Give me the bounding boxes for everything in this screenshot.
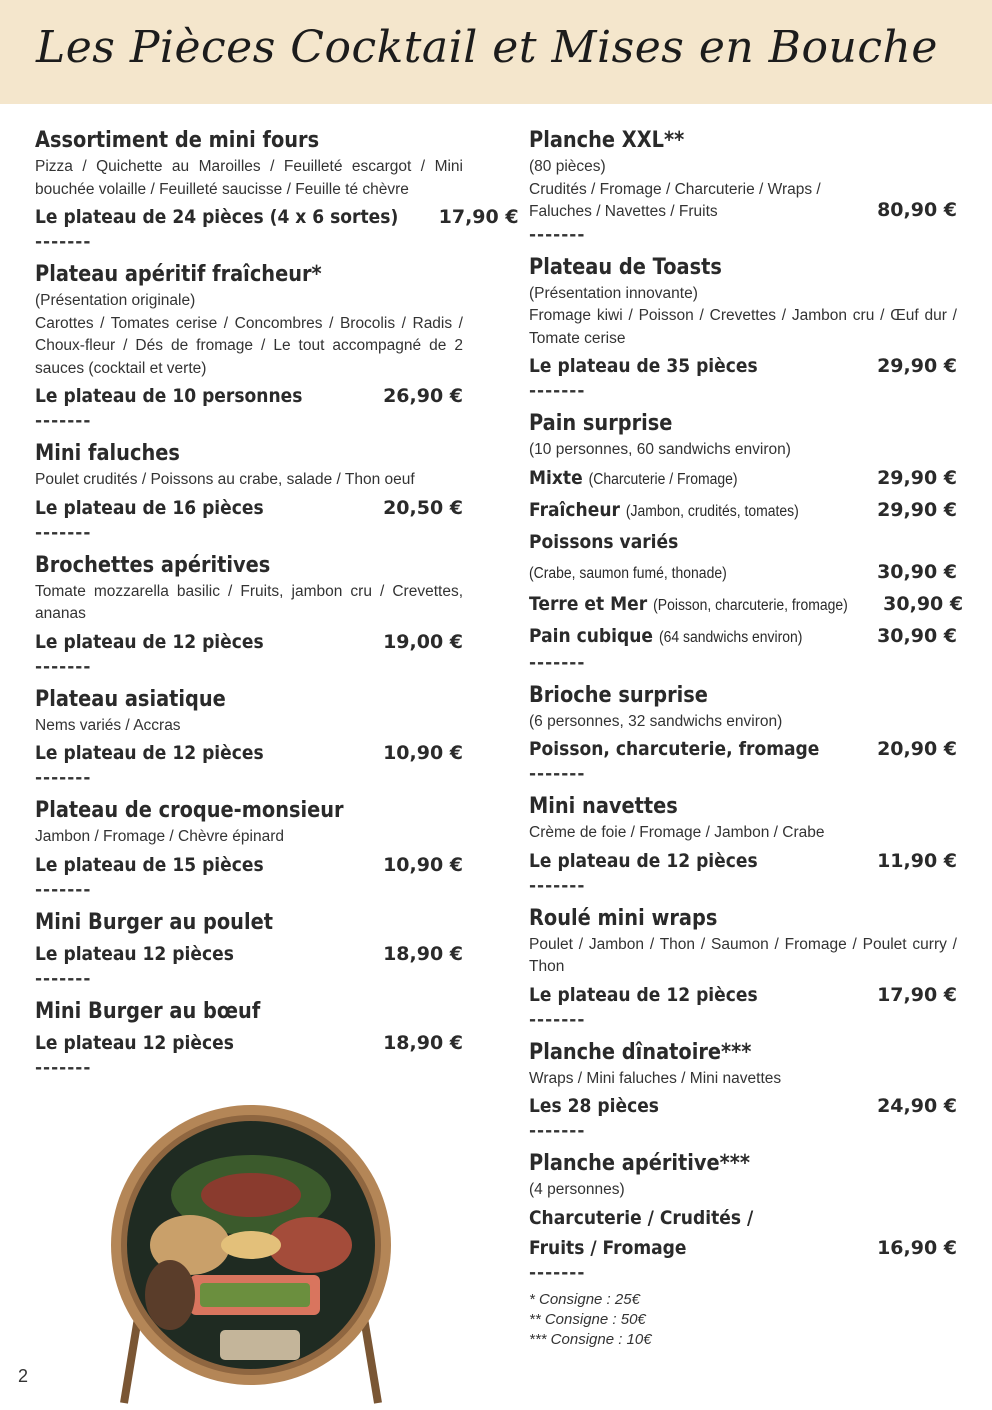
price-row-label-text: Poisson, charcuterie, fromage (529, 738, 820, 760)
item-name: Brioche surprise (529, 682, 708, 708)
dash-separator: ------- (35, 522, 92, 543)
menu-item (35, 125, 519, 253)
price-row-label (35, 203, 398, 231)
price-row (35, 940, 463, 968)
dash-separator: ------- (35, 232, 92, 252)
price-row-label-text: Charcuterie / Crudités / (529, 1206, 754, 1229)
price-row-label (529, 847, 758, 875)
item-name: Planche dînatoire*** (529, 1039, 752, 1065)
item-price: 20,50 € (383, 496, 463, 519)
dash-separator: ------- (529, 764, 586, 784)
item-description: Nems variés / Accras (35, 716, 181, 734)
price-row-label (35, 628, 264, 656)
price-row-label-text: Le plateau de 12 pièces (35, 742, 264, 764)
item-name: Plateau asiatique (35, 686, 226, 712)
dash-separator: ------- (529, 652, 586, 673)
item-price: 30,90 € (883, 592, 964, 615)
dash-separator: ------- (35, 968, 92, 989)
dash-separator: ------- (35, 879, 92, 900)
item-description: Crème de foie / Fromage / Jambon / Crabe (529, 824, 825, 841)
menu-item (35, 907, 463, 990)
price-row-label (529, 590, 848, 620)
menu-item (529, 680, 957, 786)
item-description: Wraps / Mini faluches / Mini navettes (529, 1069, 782, 1087)
menu-item (35, 996, 463, 1079)
page-header (0, 0, 992, 104)
price-row (529, 496, 957, 526)
price-row-label-text: Fraîcheur (529, 498, 620, 521)
dash-separator: ------- (35, 656, 92, 677)
item-price: 19,00 € (383, 630, 463, 653)
page-number: 2 (18, 1366, 29, 1386)
price-row-label-text: Les 28 pièces (529, 1095, 659, 1117)
price-row-detail: (Crabe, saumon fumé, thonade) (529, 564, 727, 582)
price-row-label-text: Le plateau de 35 pièces (529, 355, 758, 377)
item-description: Poulet crudités / Poissons au crabe, salade / Thon oeuf (35, 471, 415, 488)
item-price: 20,90 € (877, 738, 957, 760)
item-name: Pain surprise (529, 411, 673, 436)
item-price: 26,90 € (383, 385, 463, 407)
price-row-label-text: Poissons variés (529, 530, 679, 553)
item-name: Mini Burger au poulet (35, 909, 273, 935)
price-row-label (35, 739, 264, 767)
dash-separator: ------- (529, 875, 586, 896)
price-row-label (35, 494, 264, 522)
item-price: 11,90 € (877, 849, 957, 872)
price-row-label (529, 981, 758, 1009)
item-description: Fromage kiwi / Poisson / Crevettes / Jambon cru / Œuf dur / Tomate cerise (529, 307, 957, 347)
dash-separator: ------- (35, 768, 92, 788)
item-price: 17,90 € (877, 983, 957, 1006)
price-row-label (529, 735, 819, 763)
page-title: Les Pièces Cocktail et Mises en Bouche (36, 22, 938, 73)
price-row (529, 622, 957, 652)
menu-item (35, 259, 463, 432)
item-price: 29,90 € (877, 355, 957, 377)
price-row (529, 352, 957, 380)
item-name: Plateau apéritif fraîcheur* (35, 262, 322, 287)
menu-item (529, 1037, 957, 1143)
menu-item (529, 791, 957, 897)
price-row (529, 558, 957, 588)
item-name: Roulé mini wraps (529, 905, 718, 931)
footnote: * Consigne : 25€ (529, 1290, 640, 1308)
price-row-label-text: Le plateau 12 pièces (35, 1031, 234, 1054)
price-row-label (35, 851, 264, 879)
right-column (529, 125, 964, 1350)
item-name: Mini faluches (35, 441, 180, 466)
item-description: Poulet / Jambon / Thon / Saumon / Fromage / Poulet curry / Thon (529, 935, 957, 975)
price-row-label-text: Fruits / Fromage (529, 1236, 687, 1259)
dash-separator: ------- (35, 411, 92, 431)
price-row (529, 735, 957, 763)
price-row-label (529, 1204, 753, 1232)
wooden-platter-illustration (110, 1095, 392, 1405)
price-row-label (529, 558, 727, 588)
left-column (35, 125, 519, 1085)
price-row-label-text: Terre et Mer (529, 592, 648, 615)
item-name: Planche apéritive*** (529, 1151, 751, 1176)
item-price: 30,90 € (877, 624, 957, 647)
item-price: 16,90 € (877, 1236, 957, 1259)
food-platter-image (110, 1095, 392, 1405)
item-price: 10,90 € (383, 742, 463, 764)
price-row-label-text: Le plateau 12 pièces (35, 942, 234, 965)
dash-separator: ------- (529, 381, 586, 401)
price-row (529, 1234, 957, 1262)
item-description: Jambon / Fromage / Chèvre épinard (35, 828, 284, 845)
item-price: 17,90 € (438, 206, 519, 228)
item-description-price-row (529, 179, 957, 224)
price-row-detail: (64 sandwichs environ) (658, 628, 803, 646)
price-row (529, 981, 957, 1009)
price-row (529, 528, 957, 556)
price-row-label-text: Le plateau de 12 pièces (529, 849, 758, 872)
price-row-detail: (Charcuterie / Fromage) (588, 470, 738, 488)
item-note: (6 personnes, 32 sandwichs environ) (529, 712, 783, 730)
item-name: Assortiment de mini fours (35, 128, 320, 153)
item-note: (Présentation originale) (35, 292, 196, 309)
item-name: Plateau de Toasts (529, 254, 722, 280)
price-row (529, 847, 957, 875)
item-note: (Présentation innovante) (529, 284, 698, 302)
item-price: 24,90 € (877, 1095, 957, 1117)
price-row-label (529, 496, 799, 526)
item-note: (80 pièces) (529, 158, 606, 175)
item-name: Plateau de croque-monsieur (35, 798, 344, 823)
price-row (529, 464, 957, 494)
menu-item (35, 550, 463, 678)
price-row-label-text: Le plateau de 15 pièces (35, 853, 264, 876)
item-note: (4 personnes) (529, 1181, 625, 1198)
menu-item (35, 684, 463, 790)
price-row-label-text: Le plateau de 10 personnes (35, 385, 303, 407)
item-price: 80,90 € (877, 198, 957, 221)
item-price: 10,90 € (383, 853, 463, 876)
price-row (529, 590, 964, 620)
item-description: Tomate mozzarella basilic / Fruits, jambon cru / Crevettes, ananas (35, 582, 463, 622)
price-row-label-text: Pain cubique (529, 624, 654, 647)
menu-item (35, 438, 463, 544)
item-name: Brochettes apéritives (35, 552, 271, 578)
footnotes (529, 1290, 957, 1350)
menu-item (529, 903, 957, 1031)
footnote: ** Consigne : 50€ (529, 1310, 646, 1328)
price-row-label-text: Le plateau de 12 pièces (35, 630, 264, 653)
menu-item (529, 408, 964, 674)
price-row-label (529, 528, 678, 556)
dash-separator: ------- (529, 1009, 586, 1030)
price-row-label-text: Le plateau de 12 pièces (529, 983, 758, 1006)
price-row-label-text: Mixte (529, 466, 583, 489)
price-row-label (529, 622, 802, 652)
price-row-label-text: Le plateau de 16 pièces (35, 496, 264, 519)
price-row (35, 851, 463, 879)
item-description: Pizza / Quichette au Maroilles / Feuilleté escargot / Mini bouchée volaille / Feuilleté saucisse / Feuille té chèvre (35, 158, 463, 198)
menu-item (529, 125, 957, 246)
price-row-label-text: Le plateau de 24 pièces (4 x 6 sortes) (35, 206, 399, 228)
price-row-detail: (Poisson, charcuterie, fromage) (653, 596, 848, 614)
price-row-label (529, 1092, 659, 1120)
price-row (35, 382, 463, 410)
menu-item (35, 795, 463, 901)
price-row (35, 494, 463, 522)
price-row (529, 1092, 957, 1120)
price-row-label (529, 464, 738, 494)
menu-item (529, 1148, 957, 1284)
item-description: Carottes / Tomates cerise / Concombres / Brocolis / Radis / Choux-fleur / Dés de fromage / Le tout accompagné de 2 sauces (cocktail et verte) (35, 314, 463, 377)
price-row-label (35, 1029, 234, 1057)
item-price: 29,90 € (877, 498, 957, 521)
dash-separator: ------- (35, 1057, 92, 1078)
menu-item (529, 252, 957, 403)
item-name: Mini navettes (529, 794, 678, 819)
item-description: Crudités / Fromage / Charcuterie / Wraps / Faluches / Navettes / Fruits (529, 180, 821, 220)
price-row-detail: (Jambon, crudités, tomates) (625, 502, 799, 520)
price-row-label (35, 940, 234, 968)
price-row-label (529, 352, 758, 380)
price-row-label (35, 382, 302, 410)
item-note: (10 personnes, 60 sandwichs environ) (529, 441, 791, 458)
dash-separator: ------- (529, 224, 586, 245)
dash-separator: ------- (529, 1262, 586, 1283)
dash-separator: ------- (529, 1121, 586, 1141)
item-name: Mini Burger au bœuf (35, 998, 261, 1024)
item-price: 18,90 € (383, 1031, 463, 1054)
price-row (35, 203, 519, 231)
price-row (35, 628, 463, 656)
price-row (35, 739, 463, 767)
price-row-label (529, 1234, 687, 1262)
item-price: 29,90 € (877, 466, 957, 489)
item-name: Planche XXL** (529, 128, 685, 153)
footnote: *** Consigne : 10€ (529, 1330, 652, 1348)
price-row (529, 1204, 957, 1232)
item-price: 30,90 € (877, 560, 957, 583)
price-row (35, 1029, 463, 1057)
item-price: 18,90 € (383, 942, 463, 965)
